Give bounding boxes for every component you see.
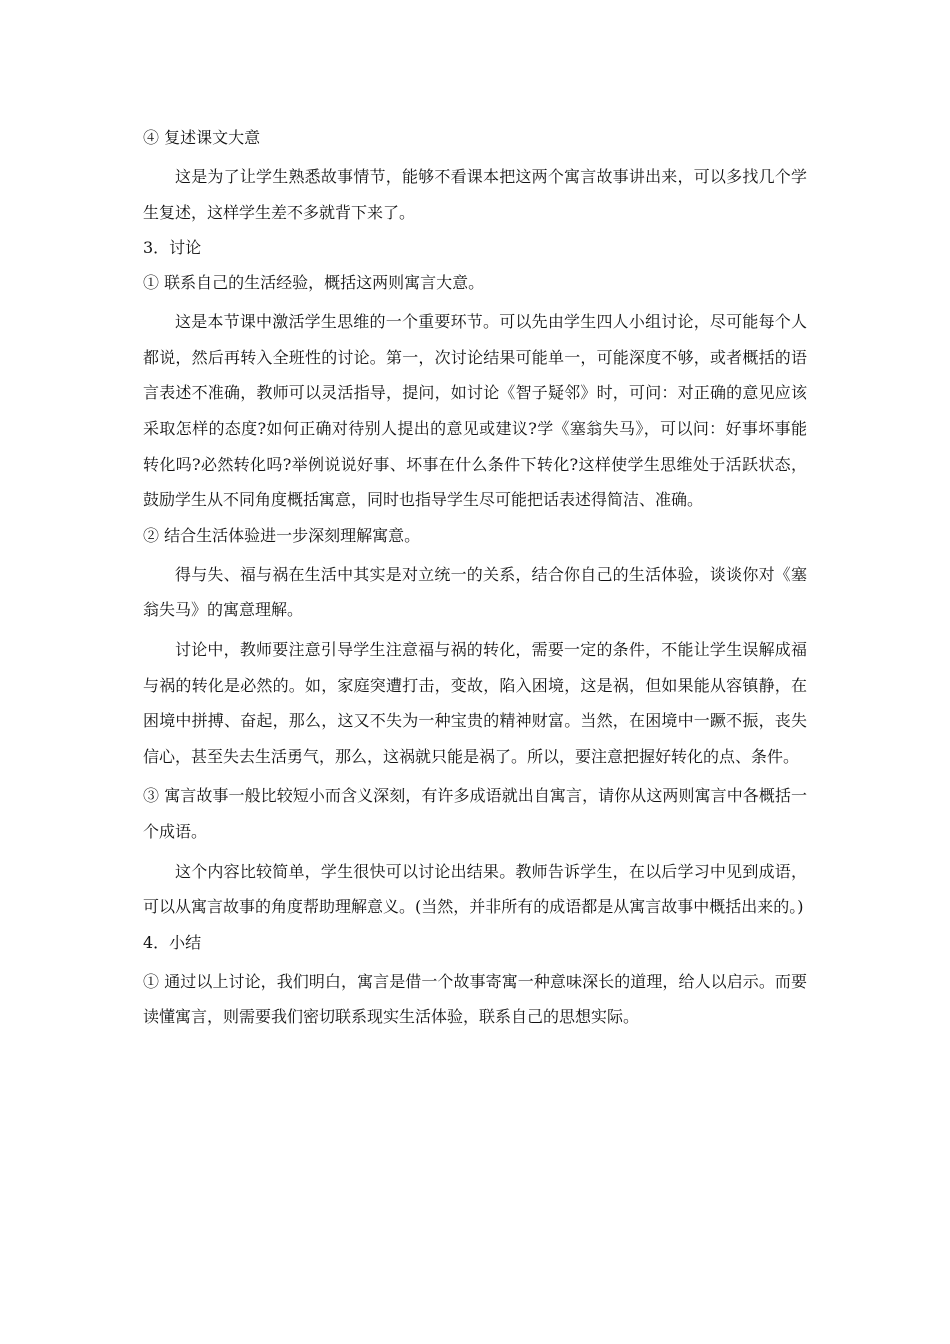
paragraph-retell-purpose: 这是为了让学生熟悉故事情节，能够不看课本把这两个寓言故事讲出来，可以多找几个学生复述，这样学生差不多就背下来了。 <box>143 167 807 222</box>
document-page <box>143 124 807 1035</box>
item-idioms: ③ 寓言故事一般比较短小而含义深刻，有许多成语就出自寓言，请你从这两则寓言中各概括一个成语。 <box>143 786 807 841</box>
paragraph-idioms-guidance: 这个内容比较简单，学生很快可以讨论出结果。教师告诉学生，在以后学习中见到成语，可以从寓言故事的角度帮助理解意义。(当然，并非所有的成语都是从寓言故事中概括出来的。) <box>143 861 807 917</box>
heading-summary: 4．小结 <box>143 932 202 952</box>
heading-discussion-item-2: ② 结合生活体验进一步深刻理解寓意。 <box>143 525 421 545</box>
paragraph-fortune-misfortune: 讨论中，教师要注意引导学生注意福与祸的转化，需要一定的条件，不能让学生误解成福与祸的转化是必然的。如，家庭突遭打击，变故，陷入困境，这是祸，但如果能从容镇静，在困境中拼搏、奋起，那么，这又不失为一种宝贵的精神财富。当然，在困境中一蹶不振，丧失信心，甚至失去生活勇气，那么，这祸就只能是祸了。所以，要注意把握好转化的点、条件。 <box>143 639 807 766</box>
item-summary: ① 通过以上讨论，我们明白，寓言是借一个故事寄寓一种意味深长的道理，给人以启示。而要读懂寓言，则需要我们密切联系现实生活体验，联系自己的思想实际。 <box>143 971 807 1027</box>
paragraph-gain-loss: 得与失、福与祸在生活中其实是对立统一的关系，结合你自己的生活体验，谈谈你对《塞翁失马》的寓意理解。 <box>143 564 807 620</box>
heading-retell: ④ 复述课文大意 <box>143 128 261 147</box>
heading-discussion: 3．讨论 <box>143 238 202 258</box>
heading-discussion-item-1: ① 联系自己的生活经验，概括这两则寓言大意。 <box>143 273 485 293</box>
paragraph-discussion-guidance: 这是本节课中激活学生思维的一个重要环节。可以先由学生四人小组讨论，尽可能每个人都说，然后再转入全班性的讨论。第一，次讨论结果可能单一，可能深度不够，或者概括的语言表述不准确，教师可以灵活指导，提问，如讨论《智子疑邻》时，可问：对正确的意见应该采取怎样的态度?如何正确对待别人提出的意见或建议?学《塞翁失马》，可以问：好事坏事能转化吗?必然转化吗?举例说说好事、坏事在什么条件下转化?这样使学生思维处于活跃状态，鼓励学生从不同角度概括寓意，同时也指导学生尽可能把话表述得简洁、准确。 <box>143 312 807 510</box>
